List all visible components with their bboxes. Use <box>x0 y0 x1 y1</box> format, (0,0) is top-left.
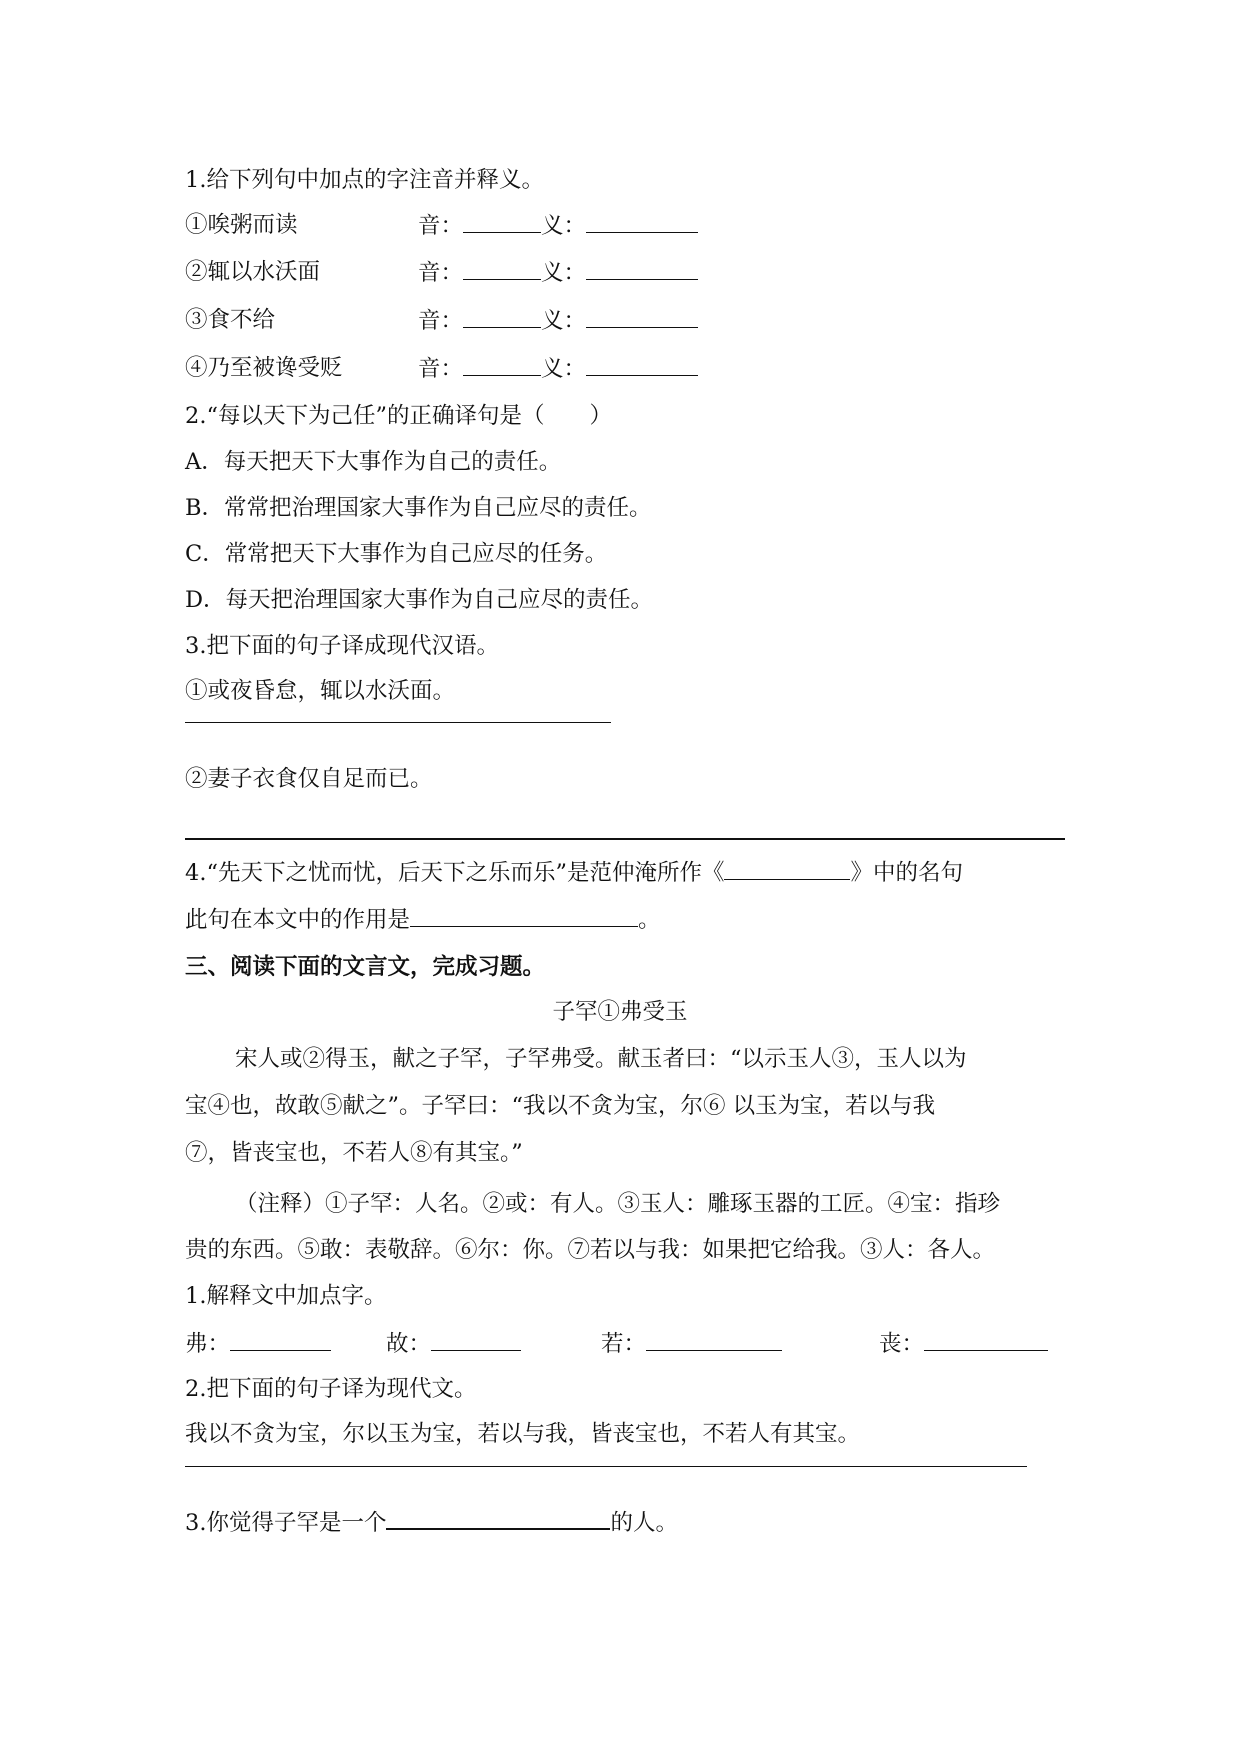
yin-label: 音： <box>418 260 464 286</box>
yi-label: 义： <box>541 356 587 382</box>
p3-q1-blank[interactable] <box>230 1328 331 1351</box>
yi-label: 义： <box>541 213 587 239</box>
q4-text-c: 此句在本文中的作用是 <box>185 907 411 933</box>
yin-blank[interactable] <box>463 210 541 233</box>
p3-q1-item <box>879 1328 1048 1359</box>
yin-blank[interactable] <box>463 305 541 328</box>
yin-label: 音： <box>418 308 464 334</box>
answer-line[interactable] <box>185 838 1065 840</box>
q4-text-d: 。 <box>638 907 661 933</box>
q3-title: 3.把下面的句子译成现代汉语。 <box>185 633 499 659</box>
p3-q1-blank[interactable] <box>431 1328 521 1351</box>
q2-option-c[interactable]: C．常常把天下大事作为自己应尽的任务。 <box>185 541 608 567</box>
q2-option-d[interactable]: D．每天把治理国家大事作为自己应尽的责任。 <box>185 587 654 613</box>
p3-q1-label: 弗： <box>185 1331 231 1357</box>
passage-title: 子罕①弗受玉 <box>552 999 688 1025</box>
p3-q1-item <box>386 1328 521 1359</box>
yi-blank[interactable] <box>586 305 698 328</box>
passage-line: ⑦，皆丧宝也，不若人⑧有其宝。” <box>185 1140 523 1166</box>
p3-q3 <box>185 1506 678 1538</box>
q3-sentence-1: ①或夜昏怠，辄以水沃面。 <box>185 678 456 704</box>
section-heading: 三、阅读下面的文言文，完成习题。 <box>185 954 546 980</box>
q1-item-text: ③食不给 <box>185 307 276 333</box>
yin-label: 音： <box>418 213 464 239</box>
q1-item-text: ④乃至被谗受贬 <box>185 355 343 381</box>
p3-q1-title: 1.解释文中加点字。 <box>185 1283 387 1309</box>
q2-option-a[interactable]: A．每天把天下大事作为自己的责任。 <box>185 449 562 475</box>
yi-label: 义： <box>541 260 587 286</box>
p3-q3-text-b: 的人。 <box>610 1510 678 1536</box>
p3-q2-sentence: 我以不贪为宝，尔以玉为宝，若以与我，皆丧宝也，不若人有其宝。 <box>185 1421 861 1447</box>
work-title-blank[interactable] <box>724 857 850 880</box>
p3-q1-blank[interactable] <box>924 1328 1048 1351</box>
p3-q1-item <box>601 1328 782 1359</box>
p3-q1-item <box>185 1328 331 1359</box>
q3-sentence-2: ②妻子衣食仅自足而已。 <box>185 766 433 792</box>
yi-blank[interactable] <box>586 210 698 233</box>
yi-blank[interactable] <box>586 353 698 376</box>
p3-q1-label: 若： <box>601 1331 647 1357</box>
q1-title: 1.给下列句中加点的字注音并释义。 <box>185 167 544 193</box>
yi-blank[interactable] <box>586 257 698 280</box>
p3-q3-blank[interactable] <box>386 1506 610 1530</box>
q1-item-text: ②辄以水沃面 <box>185 259 321 285</box>
yi-label: 义： <box>541 308 587 334</box>
p3-q3-text-a: 3.你觉得子罕是一个 <box>185 1510 387 1536</box>
passage-line: 宝④也，故敢⑤献之”。子罕曰：“我以不贪为宝，尔⑥ 以玉为宝，若以与我 <box>185 1093 936 1119</box>
yin-blank[interactable] <box>463 353 541 376</box>
passage-line: 宋人或②得玉，献之子罕，子罕弗受。献玉者曰：“以示玉人③，玉人以为 <box>235 1046 967 1072</box>
q2-title: 2.“每以天下为己任”的正确译句是（ ） <box>185 403 612 429</box>
function-blank[interactable] <box>410 904 638 927</box>
q1-item-text: ①唉粥而读 <box>185 212 298 238</box>
answer-line[interactable] <box>185 1466 1027 1467</box>
p3-q1-label: 故： <box>386 1331 432 1357</box>
notes-line: 贵的东西。⑤敢：表敬辞。⑥尔：你。⑦若以与我：如果把它给我。③人：各人。 <box>185 1237 996 1263</box>
q2-option-b[interactable]: B．常常把治理国家大事作为自己应尽的责任。 <box>185 495 652 521</box>
q4-text-b: 》中的名句 <box>850 860 963 886</box>
p3-q1-label: 丧： <box>879 1331 925 1357</box>
yin-label: 音： <box>418 356 464 382</box>
notes-line: （注释）①子罕：人名。②或：有人。③玉人：雕琢玉器的工匠。④宝：指珍 <box>235 1191 1001 1217</box>
q4-line-1 <box>185 857 963 888</box>
yin-blank[interactable] <box>463 257 541 280</box>
p3-q1-blank[interactable] <box>646 1328 782 1351</box>
q4-text-a: 4.“先天下之忧而忧，后天下之乐而乐”是范仲淹所作《 <box>185 860 725 886</box>
q4-line-2 <box>185 904 661 935</box>
answer-line[interactable] <box>185 722 611 723</box>
p3-q2-title: 2.把下面的句子译为现代文。 <box>185 1376 477 1402</box>
